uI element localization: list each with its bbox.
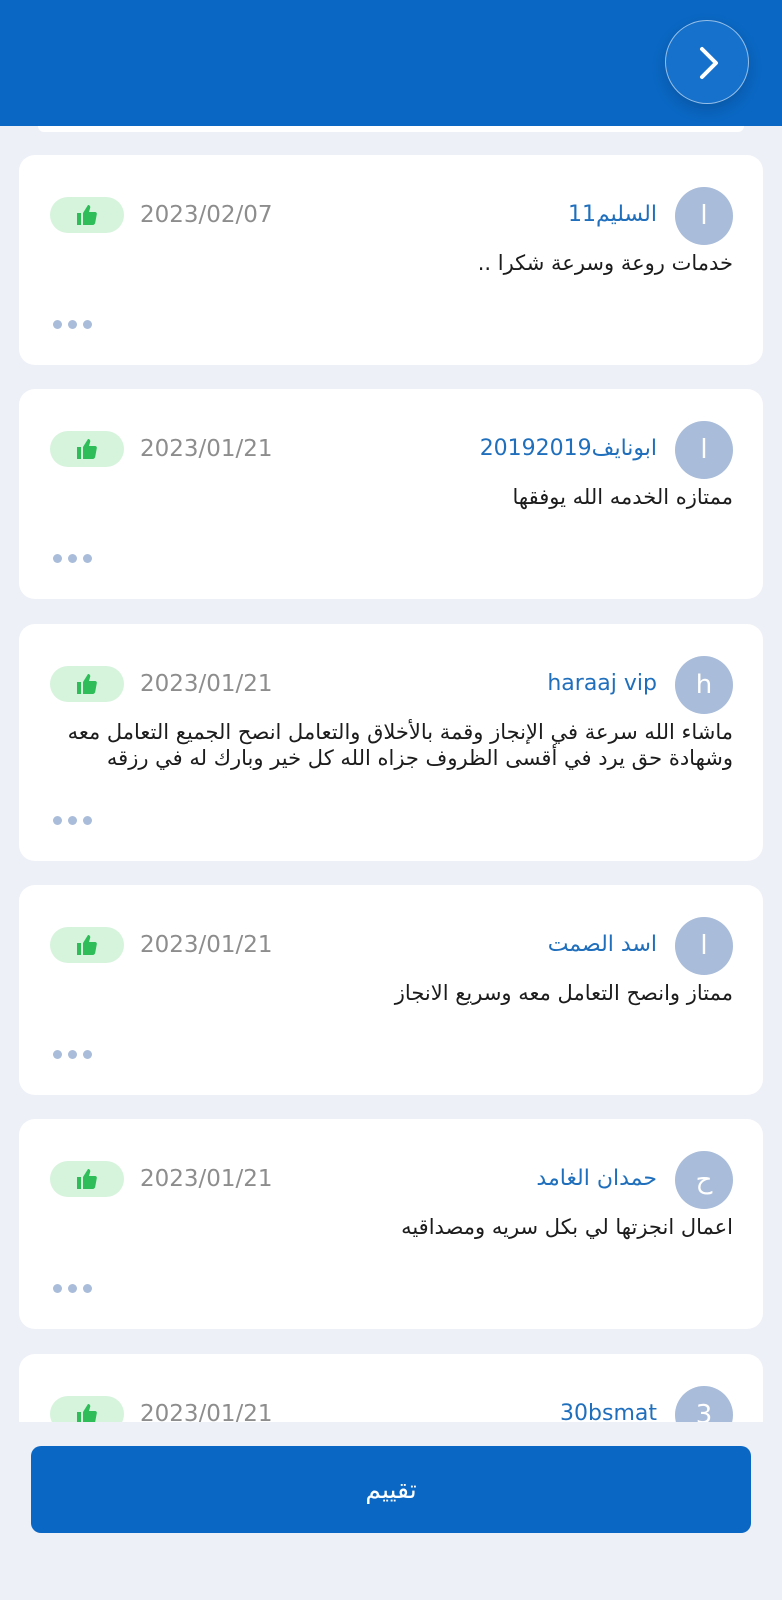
review-card [19, 155, 763, 365]
review-comment: خدمات روعة وسرعة شكرا .. [477, 251, 733, 275]
positive-rating-badge [50, 1396, 124, 1422]
chevron-right-icon [690, 43, 726, 83]
rate-button[interactable]: تقييم [31, 1446, 751, 1533]
review-date: 2023/01/21 [140, 671, 273, 697]
review-comment: ممتازه الخدمه الله يوفقها [512, 485, 733, 509]
avatar[interactable]: h [675, 656, 733, 714]
bottom-bar [0, 1422, 782, 1600]
review-date: 2023/02/07 [140, 202, 273, 228]
thumbs-up-icon [75, 933, 99, 957]
avatar[interactable]: ا [675, 421, 733, 479]
more-options-button[interactable] [53, 1282, 97, 1294]
review-comment: ممتاز وانصح التعامل معه وسريع الانجاز [394, 981, 733, 1005]
review-card [19, 1119, 763, 1329]
more-options-button[interactable] [53, 318, 97, 330]
avatar[interactable]: ا [675, 917, 733, 975]
review-date: 2023/01/21 [140, 932, 273, 958]
avatar[interactable]: ح [675, 1151, 733, 1209]
review-card [19, 1354, 763, 1422]
positive-rating-badge [50, 431, 124, 467]
reviewer-name[interactable]: ابونايف20192019 [479, 436, 657, 461]
review-card [19, 389, 763, 599]
more-options-button[interactable] [53, 1048, 97, 1060]
thumbs-up-icon [75, 1167, 99, 1191]
reviewer-name[interactable]: السليم11 [567, 202, 657, 227]
thumbs-up-icon [75, 203, 99, 227]
reviews-list[interactable] [0, 126, 782, 1422]
avatar[interactable]: ا [675, 187, 733, 245]
reviewer-name[interactable]: اسد الصمت [547, 932, 657, 957]
thumbs-up-icon [75, 1402, 99, 1422]
avatar[interactable]: 3 [675, 1386, 733, 1422]
more-options-button[interactable] [53, 552, 97, 564]
positive-rating-badge [50, 1161, 124, 1197]
more-options-button[interactable] [53, 814, 97, 826]
review-date: 2023/01/21 [140, 1166, 273, 1192]
review-date: 2023/01/21 [140, 1401, 273, 1422]
reviewer-name[interactable]: 30bsmat [560, 1401, 657, 1422]
review-card [19, 885, 763, 1095]
reviewer-name[interactable]: حمدان الغامد [536, 1166, 657, 1191]
review-card [19, 624, 763, 861]
positive-rating-badge [50, 666, 124, 702]
thumbs-up-icon [75, 672, 99, 696]
top-header [0, 0, 782, 126]
positive-rating-badge [50, 927, 124, 963]
positive-rating-badge [50, 197, 124, 233]
previous-card-edge [38, 126, 744, 132]
reviewer-name[interactable]: haraaj vip [547, 671, 657, 696]
review-comment: اعمال انجزتها لي بكل سريه ومصداقيه [401, 1215, 733, 1239]
review-comment: ماشاء الله سرعة في الإنجاز وقمة بالأخلاق والتعامل انصح الجميع التعامل معه وشهادة حق يرد في أقسى الظروف جزاه الله كل خير وبارك له في رزقه [67, 720, 733, 770]
back-button[interactable] [665, 20, 749, 104]
review-date: 2023/01/21 [140, 436, 273, 462]
thumbs-up-icon [75, 437, 99, 461]
